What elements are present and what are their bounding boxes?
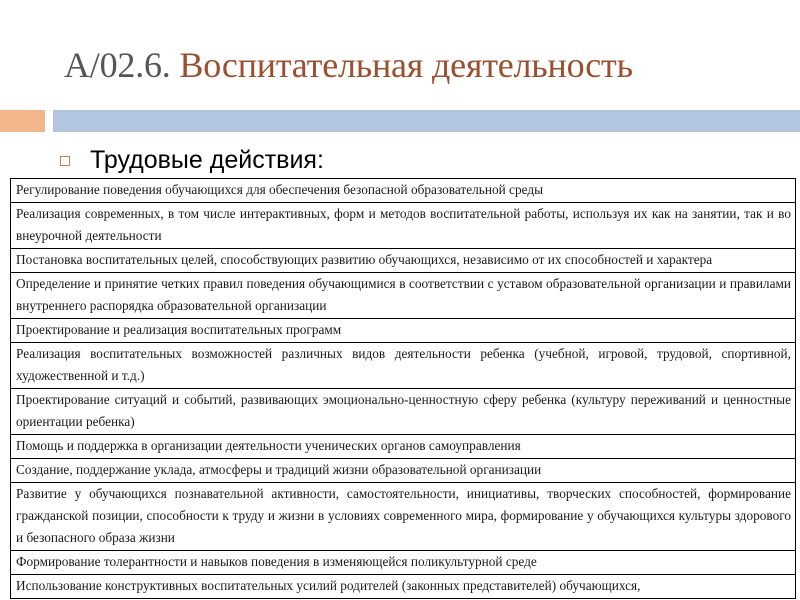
- table-row: [11, 435, 796, 459]
- table-row: [11, 483, 796, 551]
- table-row: [11, 249, 796, 273]
- decorative-divider-bar: [53, 110, 800, 132]
- table-row: [11, 551, 796, 575]
- table-cell: Использование конструктивных воспитательных усилий родителей (законных представителей) обучающихся,: [11, 575, 796, 599]
- table-cell: Помощь и поддержка в организации деятельности ученических органов самоуправления: [11, 435, 796, 459]
- table-row: [11, 273, 796, 319]
- table-cell: Формирование толерантности и навыков поведения в изменяющейся поликультурной среде: [11, 551, 796, 575]
- table-cell: Создание, поддержание уклада, атмосферы и традиций жизни образовательной организации: [11, 459, 796, 483]
- square-bullet-icon: [60, 156, 70, 166]
- table-cell: Регулирование поведения обучающихся для обеспечения безопасной образовательной среды: [11, 179, 796, 203]
- table-cell: Проектирование и реализация воспитательных программ: [11, 319, 796, 343]
- table-cell: Развитие у обучающихся познавательной активности, самостоятельности, инициативы, творческих способностей, формирование гражданской позиции, способности к труду и жизни в условиях современного мира, формирование у обучающихся культуры здорового и безопасного образа жизни: [11, 483, 796, 551]
- table-row: [11, 343, 796, 389]
- subheading: [60, 146, 324, 175]
- table-row: [11, 459, 796, 483]
- title-code: А/02.6.: [64, 45, 171, 85]
- table-cell: Определение и принятие четких правил поведения обучающимися в соответствии с уставом образовательной организации и правилами внутреннего распорядка образовательной организации: [11, 273, 796, 319]
- table-cell: Реализация современных, в том числе интерактивных, форм и методов воспитательной работы, используя их как на занятии, так и во внеурочной деятельности: [11, 203, 796, 249]
- table-row: [11, 179, 796, 203]
- table-row: [11, 203, 796, 249]
- table-cell: Реализация воспитательных возможностей различных видов деятельности ребенка (учебной, игровой, трудовой, спортивной, художественной и т.д.): [11, 343, 796, 389]
- labor-actions-table: [10, 178, 796, 599]
- table-row: [11, 575, 796, 599]
- table-cell: Постановка воспитательных целей, способствующих развитию обучающихся, независимо от их способностей и характера: [11, 249, 796, 273]
- table-cell: Проектирование ситуаций и событий, развивающих эмоционально-ценностную сферу ребенка (культуру переживаний и ценностные ориентации ребенка): [11, 389, 796, 435]
- decorative-accent-bar: [0, 110, 45, 132]
- slide-title: [64, 44, 633, 86]
- subheading-text: Трудовые действия:: [90, 146, 324, 174]
- table-row: [11, 389, 796, 435]
- table-row: [11, 319, 796, 343]
- title-text: Воспитательная деятельность: [179, 45, 633, 85]
